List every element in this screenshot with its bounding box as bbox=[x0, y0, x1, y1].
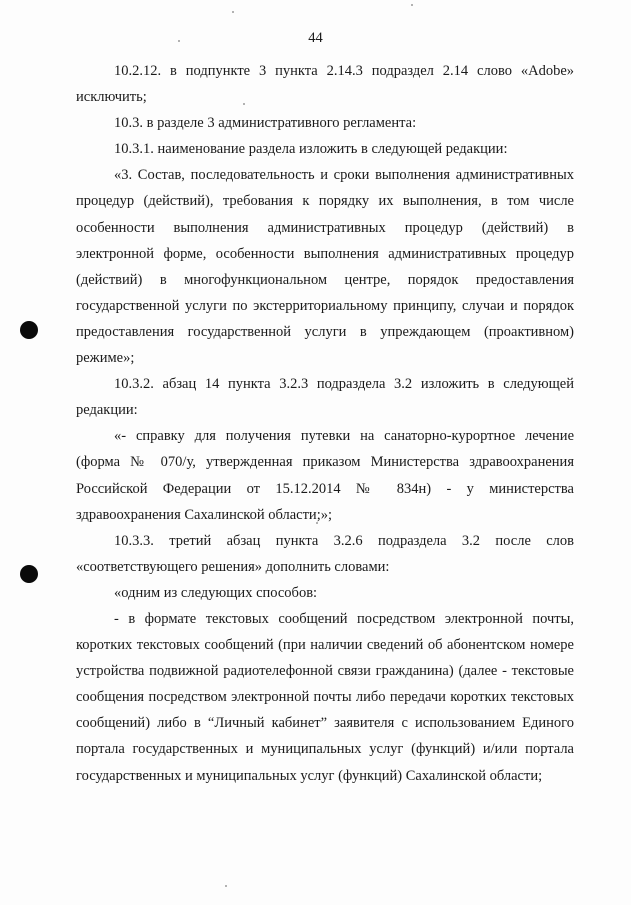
paragraph-methods-intro: «одним из следующих способов: bbox=[114, 584, 318, 601]
paragraph-10-2-12: 10.2.12. в подпункте 3 пункта 2.14.3 подраздел 2.14 слово «Adobe» исключить; bbox=[76, 63, 574, 106]
punch-hole-top bbox=[20, 321, 38, 339]
paragraph-10-3: 10.3. в разделе 3 административного регламента: bbox=[114, 115, 417, 132]
paragraph-10-3-3: 10.3.3. третий абзац пункта 3.2.6 подраздела 3.2 после слов «соответствующего решения» дополнить словами: bbox=[76, 532, 574, 575]
paragraph-section-3-title: «3. Состав, последовательность и сроки выполнения административных процедур (действий), требования к порядку их выполнения, в том числе особенности выполнения административных процедур (действий) в электронной форме, особенности выполнения административных процедур (действий) в многофункциональном центре, порядок предоставления государственной услуги по экстерриториальному принципу, случаи и порядок предоставления государственной услуги в упреждающем (проактивном) режиме»; bbox=[76, 167, 574, 367]
paragraph-10-3-1: 10.3.1. наименование раздела изложить в следующей редакции: bbox=[114, 141, 508, 158]
scan-speck bbox=[232, 11, 234, 13]
paragraph-10-3-2: 10.3.2. абзац 14 пункта 3.2.3 подраздела 3.2 изложить в следующей редакции: bbox=[76, 376, 574, 419]
paragraph-certificate: «- справку для получения путевки на санаторно-курортное лечение (форма № 070/у, утвержденная приказом Министерства здравоохранения Российской Федерации от 15.12.2014 № 834н) - у министерства здравоохранения Сахалинской области;»; bbox=[76, 428, 574, 523]
punch-hole-bottom bbox=[20, 565, 38, 583]
scan-speck bbox=[225, 885, 227, 887]
paragraph-text-messages: - в формате текстовых сообщений посредством электронной почты, коротких текстовых сообщений (при наличии сведений об абонентском номере устройства подвижной радиотелефонной связи гражданина) (далее - текстовые сообщения посредством электронной почты либо передачи коротких текстовых сообщений) либо в “Личный кабинет” заявителя с использованием Единого портала государственных и муниципальных услуг (функций) и/или портала государственных и муниципальных услуг (функций) Сахалинской области; bbox=[76, 610, 574, 784]
document-body bbox=[76, 58, 574, 789]
page-number: 44 bbox=[308, 30, 323, 46]
scan-speck bbox=[411, 4, 413, 6]
